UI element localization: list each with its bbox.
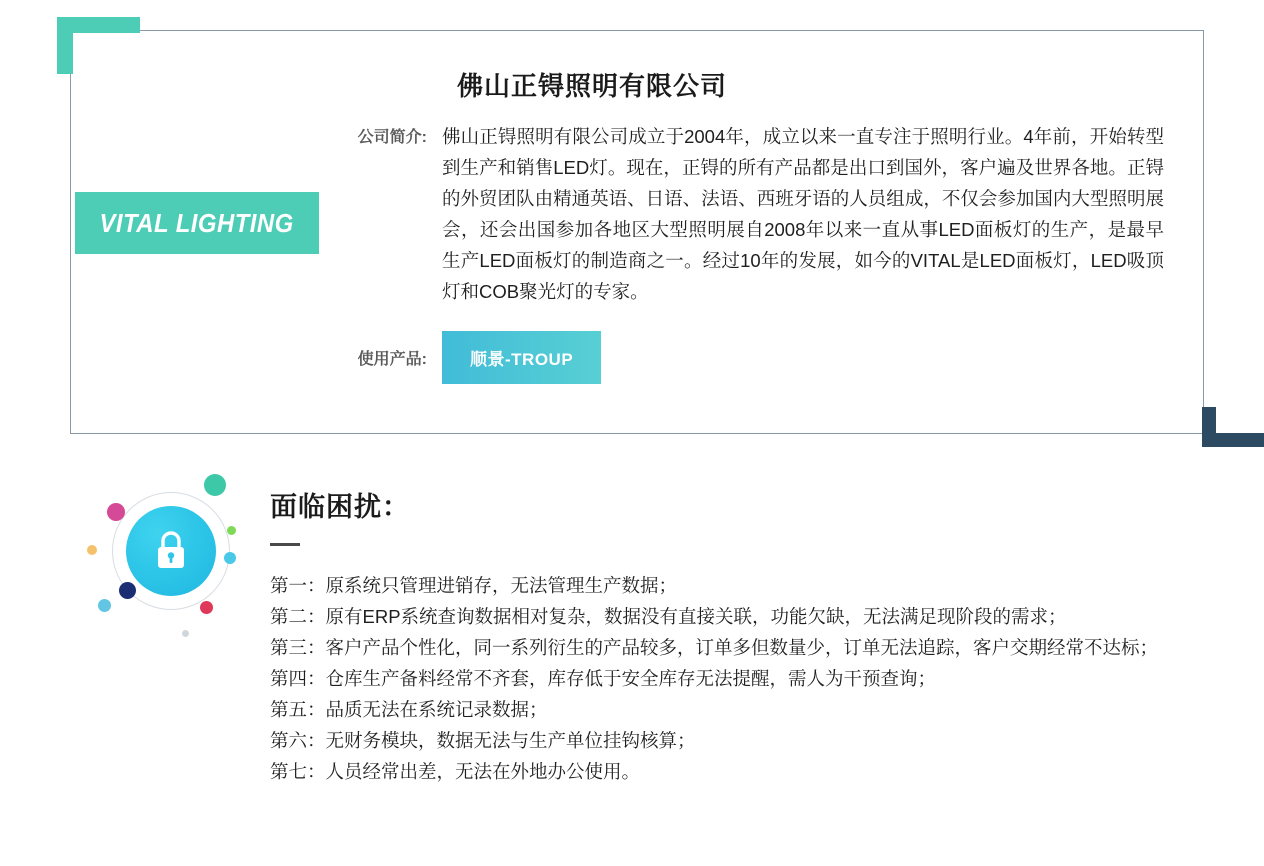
problem-item: 第七：人员经常出差，无法在外地办公使用。 [270,761,641,782]
problem-item: 第二：原有ERP系统查询数据相对复杂，数据没有直接关联，功能欠缺，无法满足现阶段的需求； [270,606,1067,627]
corner-accent-green [57,17,140,74]
company-products-row [332,331,1190,384]
company-logo-text: VITAL LIGHTING [99,207,295,238]
problems-list [270,570,1178,787]
corner-accent-dark [1202,407,1264,447]
lock-icon [151,528,191,574]
problems-heading-underline [270,543,300,546]
problems-heading: 面临困扰： [270,492,410,522]
decor-dot-gray [182,630,189,637]
company-profile-label: 公司简介: [357,129,427,146]
company-products-value [442,331,601,384]
problem-item: 第四：仓库生产备料经常不齐套，库存低于安全库存无法提醒，需人为干预查询； [270,668,937,689]
problem-item: 第六：无财务模块，数据无法与生产单位挂钩核算； [270,730,696,751]
company-title: 佛山正锝照明有限公司 [457,71,728,101]
company-card-content [332,48,1190,384]
company-logo [75,192,319,254]
decor-dot-pink [107,503,125,521]
decor-dot-teal [204,474,226,496]
lock-badge-illustration [78,470,263,630]
decor-dot-red [200,601,213,614]
badge-disc [126,506,216,596]
corner-accent-dark-cutout [1216,406,1264,433]
problem-item: 第五：品质无法在系统记录数据； [270,699,548,720]
company-products-label: 使用产品: [357,351,427,368]
decor-dot-green [227,526,236,535]
decor-dot-cyan [224,552,236,564]
decor-dot-blue [98,599,111,612]
company-card [70,30,1204,434]
company-profile-row [332,121,1190,307]
product-badge[interactable]: 顺景-TROUP [442,331,601,384]
company-profile-text: 佛山正锝照明有限公司成立于2004年，成立以来一直专注于照明行业。4年前，开始转型到生产和销售LED灯。现在，正锝的所有产品都是出口到国外，客户遍及世界各地。正锝的外贸团队由精通英语、日语、法语、西班牙语的人员组成，不仅会参加国内大型照明展会，还会出国参加各地区大型照明展自2008年以来一直从事LED面板灯的生产，是最早生产LED面板灯的制造商之一。经过10年的发展，如今的VITAL是LED面板灯，LED吸顶灯和COB聚光灯的专家。 [442,126,1164,302]
corner-accent-green-cutout [73,33,141,75]
problem-item: 第三：客户产品个性化，同一系列衍生的产品较多，订单多但数量少，订单无法追踪，客户交期经常不达标； [270,637,1159,658]
decor-dot-amber [87,545,97,555]
problem-item: 第一：原系统只管理进销存，无法管理生产数据； [270,575,678,596]
decor-dot-navy [119,582,136,599]
